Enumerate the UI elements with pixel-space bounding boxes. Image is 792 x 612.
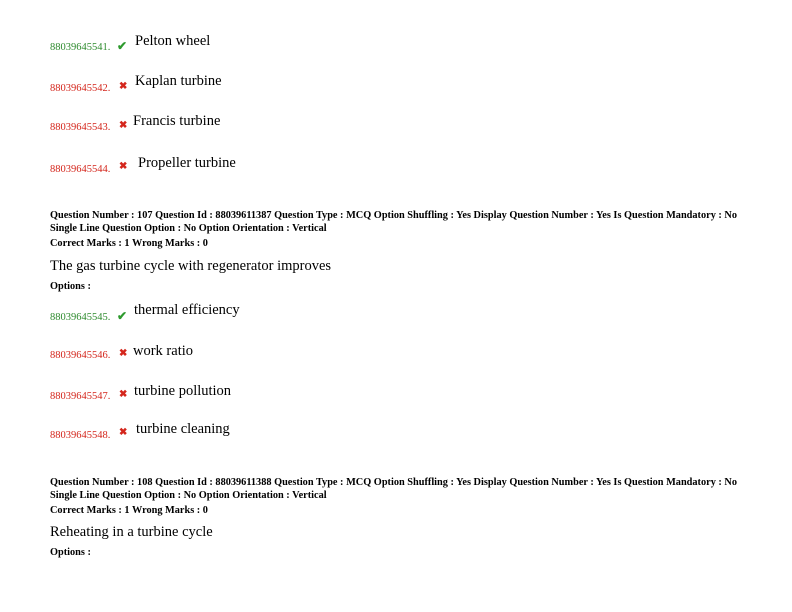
option-text: Kaplan turbine: [135, 73, 222, 89]
option-text: Pelton wheel: [135, 33, 211, 49]
option-text: thermal efficiency: [134, 302, 240, 318]
option-id: 88039645541.: [50, 42, 111, 53]
check-icon: ✔: [117, 309, 128, 323]
cross-icon: ✖: [119, 348, 128, 359]
option-id: 88039645546.: [50, 350, 111, 361]
question-metadata: Question Number : 108 Question Id : 88039611388 Question Type : MCQ Option Shuffling : Yes Display Question Number : Yes Is Question Mandatory : No Single Line Question Option : No Option Orientation : Vertical: [50, 477, 737, 501]
option-text: work ratio: [133, 343, 193, 359]
cross-icon: ✖: [119, 161, 128, 172]
option-id: 88039645545.: [50, 312, 111, 323]
question-text: The gas turbine cycle with regenerator improves: [50, 258, 332, 274]
option-text: turbine cleaning: [136, 421, 230, 437]
options-label: Options :: [50, 281, 91, 292]
question-marks: Correct Marks : 1 Wrong Marks : 0: [50, 505, 208, 516]
options-label: Options :: [50, 547, 91, 558]
option-text: Francis turbine: [133, 113, 221, 129]
cross-icon: ✖: [119, 81, 128, 92]
check-icon: ✔: [117, 39, 128, 53]
option-id: 88039645542.: [50, 83, 111, 94]
cross-icon: ✖: [119, 389, 128, 400]
cross-icon: ✖: [119, 120, 128, 131]
cross-icon: ✖: [119, 427, 128, 438]
option-id: 88039645547.: [50, 391, 111, 402]
option-text: turbine pollution: [134, 383, 232, 399]
option-id: 88039645543.: [50, 122, 111, 133]
option-id: 88039645544.: [50, 164, 111, 175]
option-id: 88039645548.: [50, 430, 111, 441]
option-text: Propeller turbine: [138, 155, 236, 171]
question-marks: Correct Marks : 1 Wrong Marks : 0: [50, 238, 208, 249]
question-text: Reheating in a turbine cycle: [50, 524, 213, 540]
question-metadata: Question Number : 107 Question Id : 88039611387 Question Type : MCQ Option Shuffling : Yes Display Question Number : Yes Is Question Mandatory : No Single Line Question Option : No Option Orientation : Vertical: [50, 210, 737, 234]
